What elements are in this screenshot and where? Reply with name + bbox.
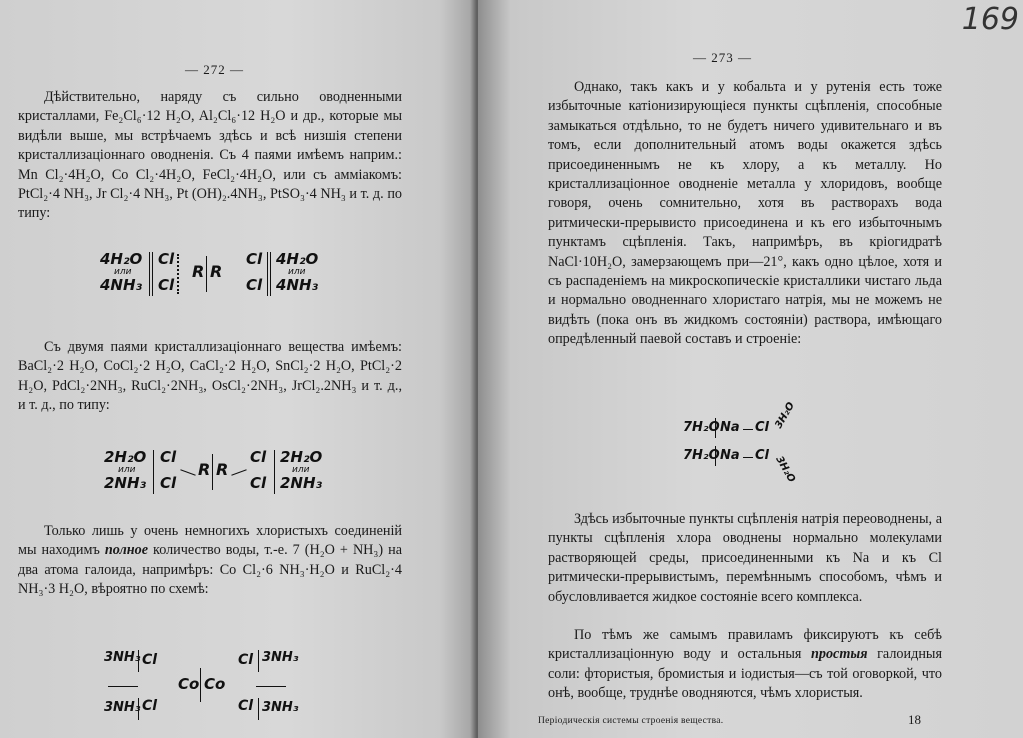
scheme-cl-label: Cl xyxy=(246,250,263,268)
scheme-cl-label: Cl xyxy=(250,474,267,492)
scheme-h2o-label: 4H₂O xyxy=(276,250,319,268)
paragraph xyxy=(18,522,402,600)
scheme-cl-label: Cl xyxy=(755,448,769,463)
scheme-nh3-label: 3NH₃ xyxy=(262,700,299,715)
structural-scheme-2 xyxy=(104,448,334,498)
scheme-h2o-label: 2H₂O xyxy=(280,448,323,466)
scheme-co-label: Co xyxy=(178,675,200,693)
left-page xyxy=(0,0,478,738)
scheme-or-label: или xyxy=(118,465,136,475)
scheme-h2o-label: 3H₂O xyxy=(773,400,797,431)
scheme-h2o-label: 2H₂O xyxy=(104,448,147,466)
scheme-na-label: Na xyxy=(720,420,740,435)
scheme-nh3-label: 2NH₃ xyxy=(104,474,147,492)
running-footer: Періодическія системы строенія вещества. xyxy=(538,716,724,726)
scheme-nh3-label: 4NH₃ xyxy=(276,276,319,294)
scheme-r-label: R xyxy=(192,262,205,281)
scheme-nh3-label: 3NH₃ xyxy=(262,650,299,665)
scheme-or-label: или xyxy=(288,267,306,277)
signature-number: 18 xyxy=(908,712,921,727)
scheme-nh3-label: 3NH₃ xyxy=(104,650,141,665)
paragraph: Съ двумя паями кристаллизаціоннаго вещества имѣемъ: BaCl₂·2 H₂O, CoCl₂·2 H₂O, CaCl₂·2 H₂O, SnCl₂·2 H₂O, PtCl₂·2 H₂O, PdCl₂·2NH₃, RuCl₂·2NH₃, OsCl₂·2NH₃, JrCl₂.2NH₃ и т. д., и т. д., по типу: xyxy=(18,339,402,414)
scheme-or-label: или xyxy=(114,267,132,277)
scheme-h2o-label: 7H₂O xyxy=(683,420,720,435)
paragraph: Здѣсь избыточные пункты сцѣпленія натрія переоводнены, а пункты сцѣпленія хлора оводнены нормально молекулами растворяющей среды, присоединенными къ Na и къ Cl ритмически-прерывистымъ, перемѣннымъ способомъ, чѣмъ и обусловливается жидкое состояніе всего комплекса. xyxy=(548,511,942,605)
scheme-r-label: R xyxy=(198,460,211,479)
scheme-na-label: Na xyxy=(720,448,740,463)
scheme-h2o-label: 7H₂O xyxy=(683,448,720,463)
scheme-nh3-label: 4NH₃ xyxy=(100,276,143,294)
scheme-cl-label: Cl xyxy=(160,448,177,466)
structural-scheme-na xyxy=(683,400,813,488)
scheme-cl-label: Cl xyxy=(246,276,263,294)
paragraph xyxy=(548,626,942,704)
page-number: — 273 — xyxy=(693,50,752,65)
scheme-cl-label: Cl xyxy=(250,448,267,466)
scheme-cl-label: Cl xyxy=(160,474,177,492)
scheme-or-label: или xyxy=(292,465,310,475)
paragraph: Дѣйствительно, наряду съ сильно оводненными кристаллами, Fe₂Cl₆·12 H₂O, Al₂Cl₆·12 H₂O и др., которые мы видѣли выше, мы встрѣчаемъ здѣсь и всѣ низшія степени кристаллизаціоннаго оводненія. Съ 4 паями имѣемъ наприм.: Mn Cl₂·4H₂O, Co Cl₂·4H₂O, FeCl₂·4H₂O, или съ амміакомъ: PtCl₂·4 NH₃, Jr Cl₂·4 NH₃, Pt (OH)₂.4NH₃, PtSO₃·4 NH₃ и т. д. по типу: xyxy=(18,89,402,222)
scheme-cl-label: Cl xyxy=(158,250,175,268)
scheme-cl-label: Cl xyxy=(238,698,254,714)
emphasis-text: полное xyxy=(104,542,148,559)
paragraph-text: галоидныя соли: фтористыя, бромистыя и іодистыя—съ той оговоркой, что онѣ, вообще, труднѣе оводняются, чѣмъ хлористыя. xyxy=(548,646,942,702)
paragraph-text: Только лишь у очень немногихъ хлористыхъ соединеній мы находимъ xyxy=(18,523,402,559)
scheme-cl-label: Cl xyxy=(238,652,254,668)
scheme-cl-label: Cl xyxy=(755,420,769,435)
archive-folio-number: 169 xyxy=(961,2,1019,37)
page-number: — 272 — xyxy=(185,62,244,77)
scheme-nh3-label: 3NH₃ xyxy=(104,700,141,715)
paragraph-text: количество воды, т.-е. 7 (H₂O + NH₃) на два атома галоида, напримѣръ: Co Cl₂·6 NH₃·H₂O и RuCl₂·4 NH₃·3 H₂O, вѣроятно по схемѣ: xyxy=(18,542,403,598)
scheme-r-label: R xyxy=(216,460,229,479)
structural-scheme-1 xyxy=(100,250,330,300)
right-page xyxy=(478,0,1023,738)
scheme-r-label: R xyxy=(210,262,223,281)
structural-scheme-3 xyxy=(100,650,300,722)
scheme-cl-label: Cl xyxy=(142,652,158,668)
scheme-nh3-label: 2NH₃ xyxy=(280,474,323,492)
paragraph: Однако, такъ какъ и у кобальта и у рутенія есть тоже избыточные катіонизирующіеся пункты сцѣпленія, способные замыкаться отдѣльно, то не будетъ ничего удивительнаго и въ томъ, если дополнительный атомъ воды окажется здѣсь присоединеннымъ не къ хлору, а къ металлу. Но кристаллизаціонное оводненіе металла у хлоридовъ, вообще говоря, очень сомнительно, хотя въ растворахъ вода ритмически-прерывисто присоединена и къ его избыточнымъ пунктамъ сцѣпленія. Такъ, напримѣръ, въ кріогидратѣ NaCl·10H₂O, замерзающемъ при—21°, какъ одно цѣлое, хотя и съ распаденіемъ на микроскопическіе кристаллики чистаго льда и нормально оводненнаго хлористаго натрія, мы не можемъ не видѣть (пока онъ въ жидкомъ состояніи) раствора, имѣющаго опредѣленный паевой составъ и строеніе: xyxy=(548,79,942,348)
paragraph-text: По тѣмъ же самымъ правиламъ фиксируютъ къ себѣ кристаллизаціонную воду и остальныя xyxy=(548,627,942,663)
scheme-h2o-label: 4H₂O xyxy=(100,250,143,268)
scheme-co-label: Co xyxy=(204,675,226,693)
emphasis-text: простыя xyxy=(810,646,868,663)
scheme-cl-label: Cl xyxy=(142,698,158,714)
scheme-cl-label: Cl xyxy=(158,276,175,294)
scheme-h2o-label: 3H₂O xyxy=(773,454,797,485)
